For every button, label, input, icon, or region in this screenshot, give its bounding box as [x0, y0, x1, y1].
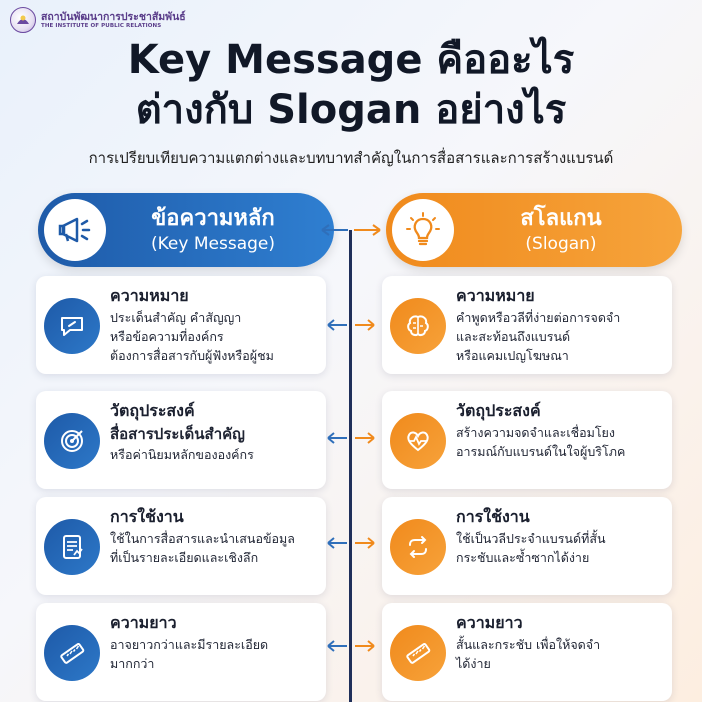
chat-bubble-icon — [44, 298, 100, 354]
slogan-meaning-card — [382, 276, 672, 374]
slogan-header — [386, 193, 682, 267]
card-line: กระชับและซ้ำซากได้ง่าย — [456, 550, 590, 565]
page-title-line2: ต่างกับ Slogan อย่างไร — [135, 87, 567, 133]
brain-icon — [390, 298, 446, 354]
org-name-en: THE INSTITUTE OF PUBLIC RELATIONS — [41, 23, 162, 29]
heartbeat-icon — [390, 413, 446, 469]
key-message-length-card — [36, 603, 326, 701]
org-name-th: สถาบันพัฒนาการประชาสัมพันธ์ — [41, 11, 186, 23]
card-title: ความหมาย — [456, 286, 535, 305]
ruler-icon — [390, 625, 446, 681]
key-message-header — [38, 193, 334, 267]
card-title: วัตถุประสงค์ — [110, 401, 195, 420]
page-title-line1: Key Message คืออะไร — [127, 37, 575, 83]
slogan-usage-card — [382, 497, 672, 595]
card-title: วัตถุประสงค์ — [456, 401, 541, 420]
compare-arrow — [325, 533, 377, 553]
page-subtitle: การเปรียบเทียบความแตกต่างและบทบาทสำคัญในการสื่อสารและการสร้างแบรนด์ — [88, 149, 614, 167]
card-line: หรือค่านิยมหลักขององค์กร — [110, 447, 254, 462]
header-compare-arrow — [318, 220, 384, 240]
card-line: สื่อสารประเด็นสำคัญ — [110, 425, 245, 443]
key-message-meaning-card — [36, 276, 326, 374]
card-line: อาจยาวกว่าและมีรายละเอียด — [110, 637, 269, 652]
org-logo — [10, 7, 186, 33]
report-icon — [44, 519, 100, 575]
card-line: ใช้เป็นวลีประจำแบรนด์ที่สั้น — [456, 531, 606, 546]
center-timeline — [349, 230, 352, 702]
card-line: ใช้ในการสื่อสารและนำเสนอข้อมูล — [110, 531, 295, 546]
card-line: ประเด็นสำคัญ คำสัญญา — [110, 310, 242, 325]
megaphone-icon — [44, 199, 106, 261]
compare-arrow — [325, 315, 377, 335]
card-line: สั้นและกระชับ เพื่อให้จดจำ — [456, 637, 601, 652]
slogan-title: สโลแกน — [520, 206, 602, 231]
card-line: มากกว่า — [110, 656, 155, 671]
card-line: หรือข้อความที่องค์กร — [110, 329, 224, 344]
card-line: ต้องการสื่อสารกับผู้ฟังหรือผู้ชม — [110, 348, 274, 363]
card-line: หรือแคมเปญโฆษณา — [456, 348, 569, 363]
card-line: ที่เป็นรายละเอียดและเชิงลึก — [110, 550, 259, 565]
card-line: และสะท้อนถึงแบรนด์ — [456, 329, 571, 344]
card-line: คำพูดหรือวลีที่ง่ายต่อการจดจำ — [456, 310, 621, 325]
card-title: การใช้งาน — [110, 507, 184, 526]
target-icon — [44, 413, 100, 469]
card-line: ได้ง่าย — [456, 656, 491, 671]
slogan-length-card — [382, 603, 672, 701]
card-line: อารมณ์กับแบรนด์ในใจผู้บริโภค — [456, 444, 626, 459]
card-title: การใช้งาน — [456, 507, 530, 526]
card-title: ความยาว — [456, 613, 523, 632]
key-message-purpose-card — [36, 391, 326, 489]
card-title: ความหมาย — [110, 286, 189, 305]
repeat-icon — [390, 519, 446, 575]
lightbulb-icon — [392, 199, 454, 261]
compare-arrow — [325, 636, 377, 656]
ruler-icon — [44, 625, 100, 681]
slogan-purpose-card — [382, 391, 672, 489]
key-message-subtitle: (Key Message) — [151, 234, 275, 254]
key-message-usage-card — [36, 497, 326, 595]
slogan-subtitle: (Slogan) — [525, 234, 597, 254]
compare-arrow — [325, 428, 377, 448]
card-title: ความยาว — [110, 613, 177, 632]
card-line: สร้างความจดจำและเชื่อมโยง — [456, 425, 615, 440]
institute-seal-icon — [10, 7, 36, 33]
key-message-title: ข้อความหลัก — [151, 206, 275, 231]
